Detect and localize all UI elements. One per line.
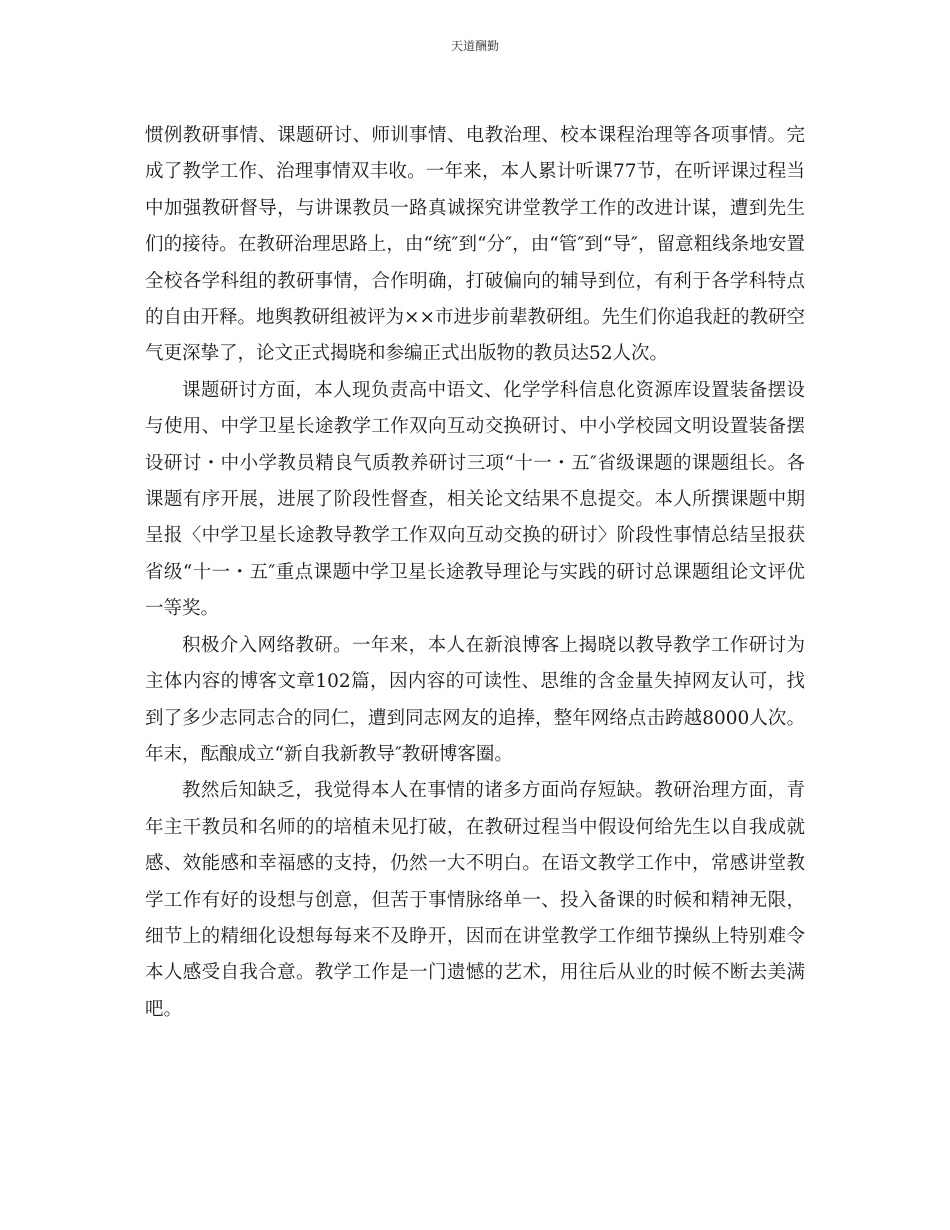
paragraph-4: 教然后知缺乏，我觉得本人在事情的诸多方面尚存短缺。教研治理方面，青年主干教员和名师的的培植未见打破，在教研过程当中假设何给先生以自我成就感、效能感和幸福感的支持，仍然一大不明白。在语文教学工作中，常感讲堂教学工作有好的设想与创意，但苦于事情脉络单一、投入备课的时候和精神无限，细节上的精细化设想每每来不及睁开，因而在讲堂教学工作细节操纵上特别难令本人感受自我合意。教学工作是一门遗憾的艺术，用往后从业的时候不断去美满吧。 bbox=[145, 780, 805, 1020]
paragraph-1: 惯例教研事情、课题研讨、师训事情、电教治理、校本课程治理等各项事情。完成了教学工作、治理事情双丰收。一年来，本人累计听课77节，在听评课过程当中加强教研督导，与讲课教员一路真诚探究讲堂教学工作的改进计谋，遭到先生们的接待。在教研治理思路上，由“统″到“分″，由“管″到“导″，留意粗线条地安置全校各学科组的教研事情，合作明确，打破偏向的辅导到位，有利于各学科特点的自由开释。地舆教研组被评为××市进步前辈教研组。先生们你追我赶的教研空气更深挚了，论文正式揭晓和参编正式出版物的教员达52人次。 bbox=[145, 125, 806, 365]
paragraph-2: 课题研讨方面，本人现负责高中语文、化学学科信息化资源库设置装备摆设与使用、中学卫星长途教学工作双向互动交换研讨、中小学校园文明设置装备摆设研讨・中小学教员精良气质教养研讨三项“十一・五″省级课题的课题组长。各课题有序开展，进展了阶段性督查，相关论文结果不息提交。本人所撰课题中期呈报〈中学卫星长途教导教学工作双向互动交换的研讨〉阶段性事情总结呈报获省级“十一・五″重点课题中学卫星长途教导理论与实践的研讨总课题组论文评优一等奖。 bbox=[145, 379, 805, 620]
header-title: 天道酬勤 bbox=[450, 39, 499, 53]
page-header bbox=[0, 37, 950, 54]
document-body bbox=[145, 118, 805, 1028]
paragraph-3: 积极介入网络教研。一年来，本人在新浪博客上揭晓以教导教学工作研讨为主体内容的博客文章102篇，因内容的可读性、思维的含金量失掉网友认可，找到了多少志同志合的同仁，遭到同志网友的追捧，整年网络点击跨越8000人次。年末，酝酿成立“新自我新教导″教研博客圈。 bbox=[145, 634, 805, 765]
